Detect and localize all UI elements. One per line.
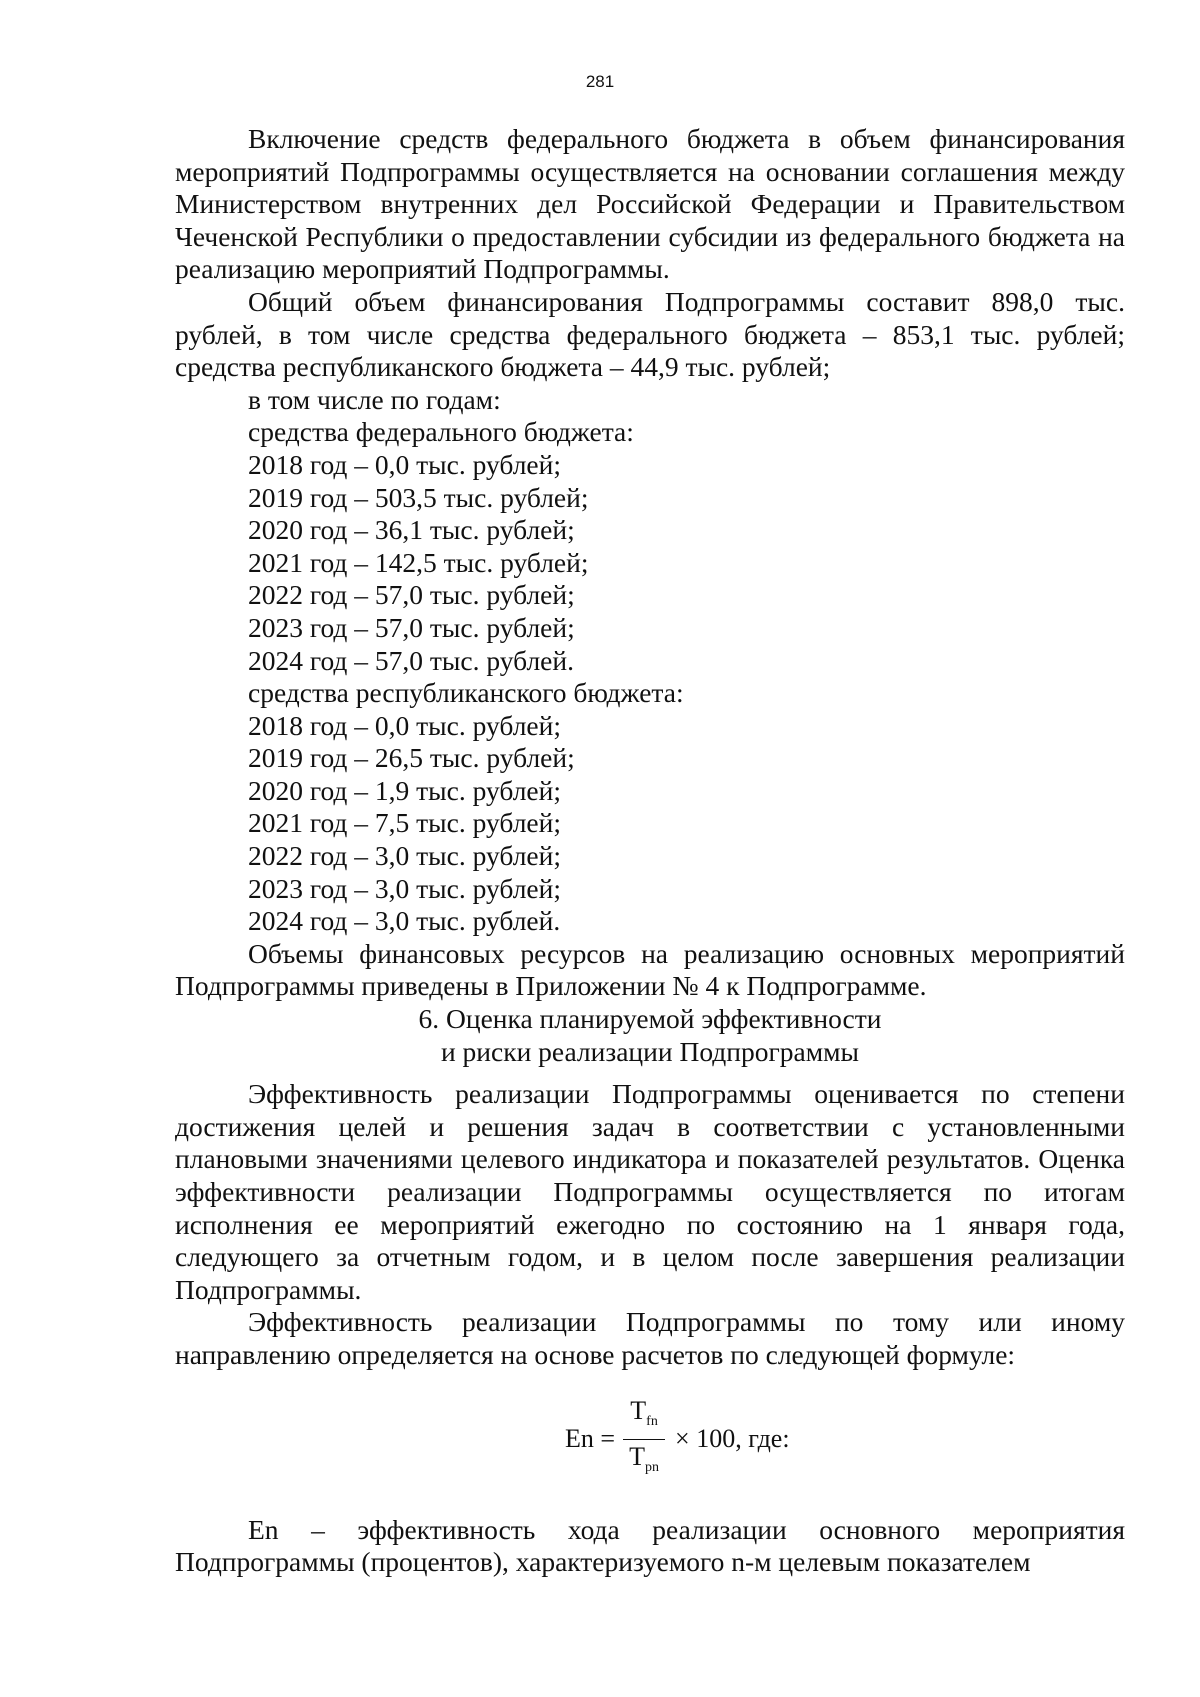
page-content	[175, 123, 1125, 1579]
denominator-subscript: pn	[644, 1460, 659, 1476]
federal-budget-label: средства федерального бюджета:	[248, 416, 634, 448]
paragraph-formula-intro: Эффективность реализации Подпрограммы по тому или иному направлению определяется на основе расчетов по следующей формуле:	[175, 1306, 1125, 1370]
paragraph-federal-funding-inclusion: Включение средств федерального бюджета в объем финансирования мероприятий Подпрограммы осуществляется на основании соглашения между Министерством внутренних дел Российской Федерации и Правительством Чеченской Республики о предоставлении субсидии из федерального бюджета на реализацию мероприятий Подпрограммы.	[175, 123, 1125, 285]
formula-fraction	[623, 1396, 665, 1484]
republican-year-line: 2020 год – 1,9 тыс. рублей;	[248, 774, 561, 806]
denominator-base: T	[629, 1442, 645, 1472]
federal-year-line: 2023 год – 57,0 тыс. рублей;	[248, 611, 575, 643]
federal-year-line: 2020 год – 36,1 тыс. рублей;	[248, 514, 575, 546]
federal-year-line: 2019 год – 503,5 тыс. рублей;	[248, 481, 589, 513]
numerator-subscript: fn	[646, 1413, 658, 1429]
republican-year-line: 2021 год – 7,5 тыс. рублей;	[248, 807, 561, 839]
paragraph-en-definition: En – эффективность хода реализации основного мероприятия Подпрограммы (процентов), характеризуемого n-м целевым показателем	[175, 1513, 1125, 1578]
numerator-base: T	[630, 1395, 647, 1425]
efficiency-formula	[175, 1392, 1125, 1488]
republican-year-line: 2019 год – 26,5 тыс. рублей;	[248, 742, 575, 774]
formula-expression	[565, 1392, 790, 1488]
section-heading-line-2: и риски реализации Подпрограммы	[440, 1035, 860, 1067]
formula-numerator	[626, 1396, 662, 1437]
federal-year-line: 2024 год – 57,0 тыс. рублей.	[248, 644, 574, 676]
formula-rhs: × 100, где:	[675, 1424, 790, 1454]
paragraph-total-funding: Общий объем финансирования Подпрограммы составит 898,0 тыс. рублей, в том числе средства федерального бюджета – 853,1 тыс. рублей; средства республиканского бюджета – 44,9 тыс. рублей;	[175, 285, 1125, 383]
republican-year-line: 2018 год – 0,0 тыс. рублей;	[248, 709, 561, 741]
page-number: 281	[585, 72, 615, 91]
paragraph-effectiveness-assessment: Эффективность реализации Подпрограммы оценивается по степени достижения целей и решения задач в соответствии с установленными плановыми значениями целевого индикатора и показателей результатов. Оценка эффективности реализации Подпрограммы осуществляется по итогам исполнения ее мероприятий ежегодно по состоянию на 1 января года, следующего за отчетным годом, и в целом после завершения реализации Подпрограммы.	[175, 1078, 1125, 1305]
section-heading-line-1: 6. Оценка планируемой эффективности	[418, 1003, 882, 1035]
republican-year-line: 2024 год – 3,0 тыс. рублей.	[248, 905, 561, 937]
paragraph-resources-note: Объемы финансовых ресурсов на реализацию основных мероприятий Подпрограммы приведены в Приложении № 4 к Подпрограмме.	[175, 937, 1125, 1002]
federal-year-line: 2021 год – 142,5 тыс. рублей;	[248, 546, 589, 578]
by-years-intro: в том числе по годам:	[248, 383, 501, 415]
republican-year-line: 2022 год – 3,0 тыс. рублей;	[248, 840, 561, 872]
republican-budget-label: средства республиканского бюджета:	[248, 677, 684, 709]
formula-lhs: En =	[565, 1424, 616, 1454]
formula-denominator	[625, 1442, 663, 1483]
federal-year-line: 2022 год – 57,0 тыс. рублей;	[248, 579, 575, 611]
fraction-bar	[623, 1439, 665, 1441]
republican-year-line: 2023 год – 3,0 тыс. рублей;	[248, 872, 561, 904]
federal-year-line: 2018 год – 0,0 тыс. рублей;	[248, 448, 561, 480]
